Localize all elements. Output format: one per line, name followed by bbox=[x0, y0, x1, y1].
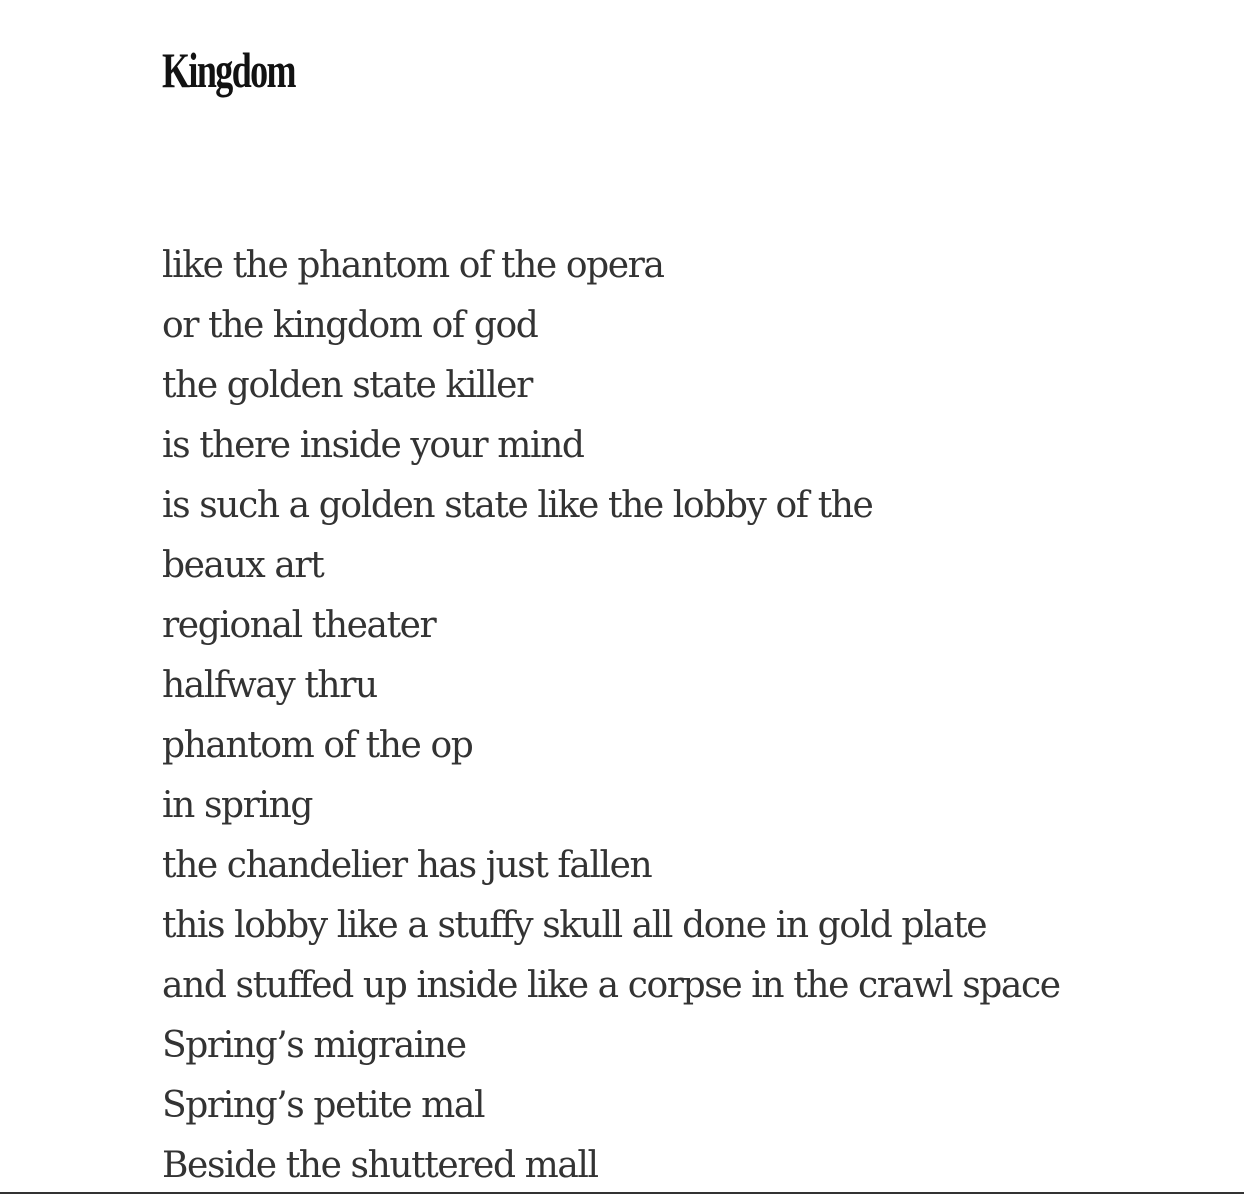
poem-line: Beside the shuttered mall bbox=[162, 1145, 598, 1186]
poem-line: is there inside your mind bbox=[162, 425, 584, 466]
poem-line: halfway thru bbox=[162, 665, 377, 706]
poem-line: this lobby like a stuffy skull all done in gold plate bbox=[162, 905, 987, 946]
poem-line: in spring bbox=[162, 785, 313, 826]
poem-line: beaux art bbox=[162, 545, 324, 586]
poem-line: the chandelier has just fallen bbox=[162, 845, 652, 886]
poem-line: the golden state killer bbox=[162, 365, 532, 406]
poem-line: Spring’s migraine bbox=[162, 1025, 466, 1066]
poem-line: like the phantom of the opera bbox=[162, 245, 664, 286]
poem-line: and stuffed up inside like a corpse in the crawl space bbox=[162, 965, 1060, 1006]
poem-line: phantom of the op bbox=[162, 725, 473, 766]
poem-line: Spring’s petite mal bbox=[162, 1085, 485, 1126]
poem-title: Kingdom bbox=[162, 42, 295, 98]
poem-body bbox=[162, 236, 1060, 1196]
poem-line: or the kingdom of god bbox=[162, 305, 538, 346]
poem-line: is such a golden state like the lobby of the bbox=[162, 485, 873, 526]
poem-line: regional theater bbox=[162, 605, 436, 646]
